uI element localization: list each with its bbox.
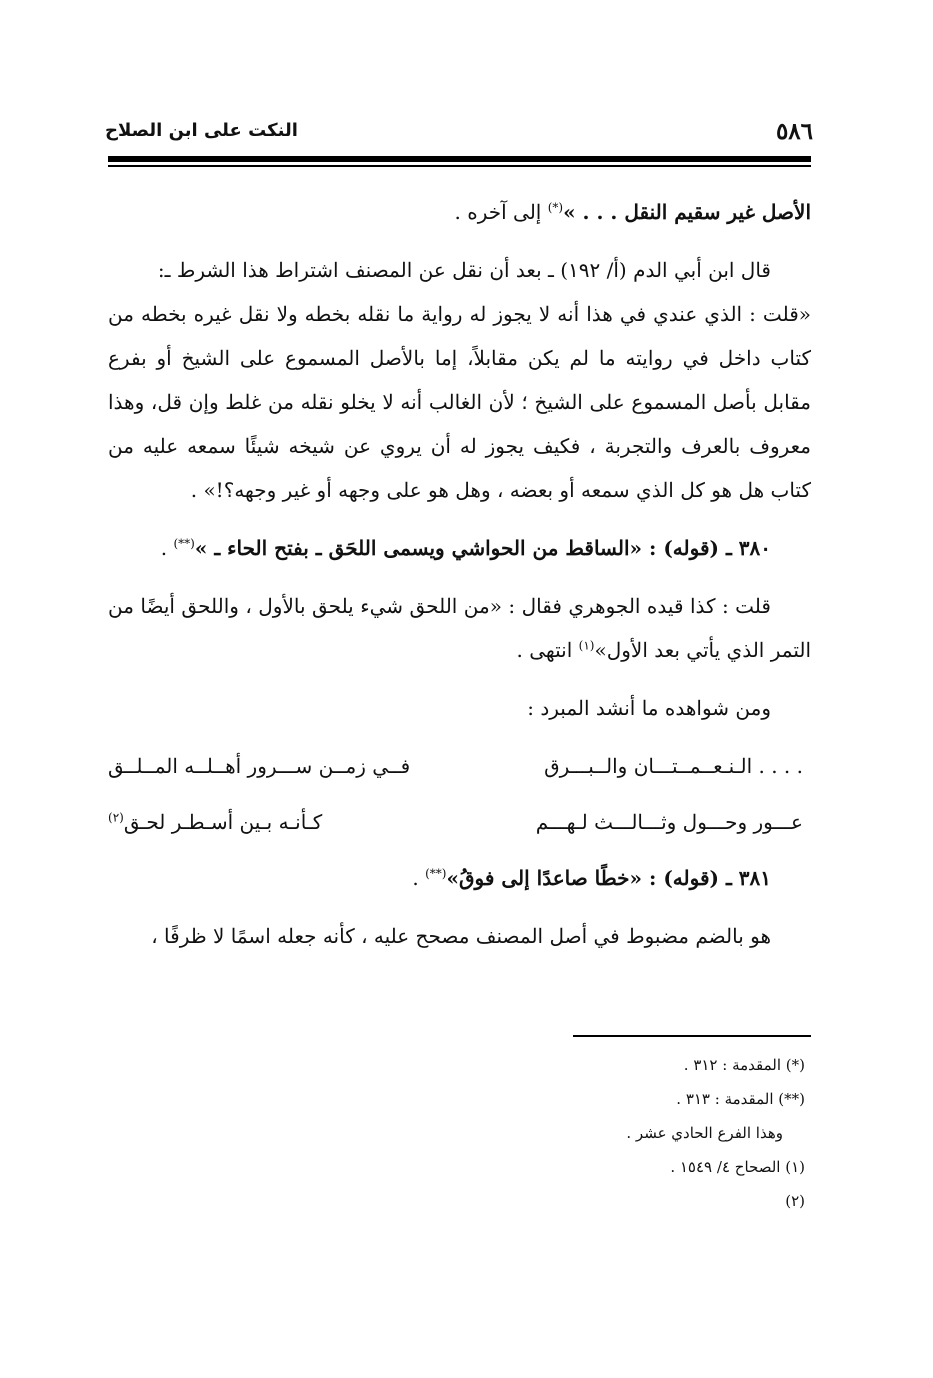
paragraph-5	[108, 914, 811, 958]
paragraph-3	[108, 584, 811, 672]
footnote-item: (٢)	[785, 1192, 805, 1210]
footnote-marker: (٢)	[108, 810, 124, 825]
footnote-item: (١) الصحاح ٤/ ١٥٤٩ .	[670, 1158, 805, 1176]
paragraph-4-text: ومن شواهده ما أنشد المبرد :	[527, 696, 771, 720]
paragraph-2-intro: قال ابن أبي الدم (أ/ ١٩٢) ـ بعد أن نقل عن المصنف اشتراط هذا الشرط ـ:	[157, 258, 771, 282]
verse-1-first-hemistich: . . . . الـنـعــمــتـــان والــبـــرق	[544, 754, 803, 778]
verse-2-first-hemistich: عـــور وحـــول وثـــالـــث لـهـــم	[535, 810, 803, 834]
footnote-marker: (**)	[425, 866, 447, 881]
paragraph-1-end: إلى آخره .	[454, 200, 548, 224]
page-header	[105, 118, 813, 148]
section-381-heading	[108, 856, 811, 900]
paragraph-2-body: «قلت : الذي عندي في هذا أنه لا يجوز له رواية ما نقله بخطه ولا نقل غيره بخطه من كتاب داخل في روايته ما لم يكن مقابلاً، إما بالأصل المسموع على الشيخ أو بفرع مقابل بأصل المسموع على الشيخ ؛ لأن الغالب أنه لا يخلو نقله من غلط وإن قل، وهذا معروف بالعرف والتجربة ، فكيف يجوز له أن يروي عن شيخه شيئًا سمعه عليه من كتاب هل هو كل الذي سمعه أو بعضه ، وهل هو على وجهه أو غير وجهه؟!» .	[108, 302, 811, 502]
verse-1-second-hemistich: فــي زمــن ســـرور أهــلــه المــلــق	[108, 754, 411, 778]
page-number: ٥٨٦	[775, 118, 813, 145]
running-title: النكت على ابن الصلاح	[105, 120, 298, 141]
paragraph-4	[108, 686, 811, 730]
paragraph-1	[108, 190, 811, 234]
footnote-marker: (*)	[547, 200, 564, 215]
footnote-rule	[573, 1035, 811, 1037]
paragraph-5-text: هو بالضم مضبوط في أصل المصنف مصحح عليه ، كأنه جعله اسمًا لا ظرفًا ،	[151, 924, 771, 948]
footnote-item: (*) المقدمة : ٣١٢ .	[683, 1056, 805, 1074]
section-381-title: ٣٨١ ـ (قوله) : «خطًا صاعدًا إلى فوقُ»	[446, 866, 771, 890]
footnote-marker: (**)	[173, 536, 195, 551]
section-380-heading	[108, 526, 811, 570]
poem-verse-1	[108, 744, 811, 788]
footnote-item: (**) المقدمة : ٣١٣ .	[676, 1090, 805, 1108]
paragraph-3-end: انتهى .	[516, 638, 579, 662]
section-380-title: ٣٨٠ ـ (قوله) : «الساقط من الحواشي ويسمى اللحَق ـ بفتح الحاء ـ »	[194, 536, 771, 560]
main-text	[108, 190, 811, 972]
section-380-end: .	[160, 536, 174, 560]
paragraph-2-quote	[108, 292, 811, 512]
verse-2-second-hemistich: كـأنـه بـين أسـطـر لحـق	[123, 810, 323, 834]
quoted-phrase: الأصل غير سقيم النقل . . . »	[563, 200, 811, 224]
poem-verse-2	[108, 800, 811, 844]
header-rule-thick	[108, 156, 811, 162]
paragraph-3-text: قلت : كذا قيده الجوهري فقال : «من اللحق شيء يلحق بالأول ، واللحق أيضًا من التمر الذي يأتي بعد الأول»	[108, 594, 811, 662]
footnote-marker: (١)	[578, 638, 595, 653]
section-381-end: .	[412, 866, 426, 890]
header-rule-thin	[108, 165, 811, 167]
footnotes	[405, 1048, 805, 1218]
footnote-item: وهذا الفرع الحادي عشر .	[626, 1124, 783, 1142]
paragraph-2	[108, 248, 811, 292]
